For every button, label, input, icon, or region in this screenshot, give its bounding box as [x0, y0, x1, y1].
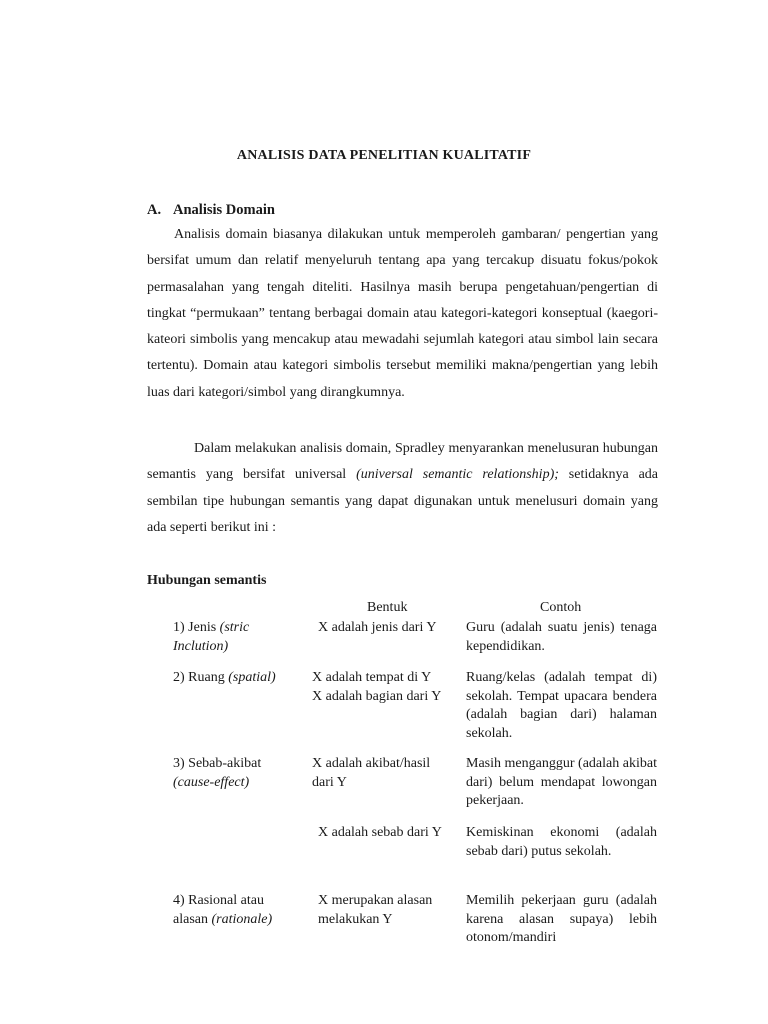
- relation-form-cell: X merupakan alasan melakukan Y: [318, 893, 433, 927]
- column-header-bentuk: Bentuk: [367, 600, 408, 615]
- relation-example-cell: Kemiskinan ekonomi (adalah sebab dari) putus sekolah.: [466, 825, 657, 859]
- relation-type-cell: [173, 892, 293, 929]
- section-heading: [147, 202, 275, 219]
- relation-type-cell: [173, 619, 301, 656]
- paragraph-italic-term: (universal semantic relationship);: [356, 467, 559, 483]
- relation-example-cell: Guru (adalah suatu jenis) tenaga kependidikan.: [466, 620, 657, 654]
- relation-type-english: (stric Inclution): [173, 620, 250, 654]
- relation-form: X adalah bagian dari Y: [312, 688, 442, 704]
- relation-example-cell: Memilih pekerjaan guru (adalah karena alasan supaya) lebih otonom/mandiri: [466, 893, 657, 945]
- paragraph-text: Dalam melakukan analisis domain, Spradley menyarankan menelusuran hubungan semantis yang bersifat universal: [147, 441, 658, 483]
- relation-type-cell: [173, 755, 301, 792]
- relation-form-cell: X adalah sebab dari Y: [318, 825, 442, 840]
- relation-type: 1) Jenis: [173, 620, 220, 635]
- paragraph-analisis-domain: Analisis domain biasanya dilakukan untuk memperoleh gambaran/ pengertian yang bersifat umum dan relatif menyeluruh tentang apa yang tercakup disuatu fokus/pokok permasalahan yang tengah diteliti. Hasilnya masih berupa pengetahuan/pengertian di tingkat “permukaan” tentang berbagai domain atau kategori-kategori konseptual (kaegori-kateori simbolis yang mencakup atau mewadahi sejumlah kategori atau simbol lain secara tertentu). Domain atau kategori simbolis tersebut memiliki makna/pengertian yang lebih luas dari kategori/simbol yang dirangkumnya.: [147, 227, 658, 400]
- relation-type: 3) Sebab-akibat: [173, 756, 262, 771]
- section-number: A.: [147, 202, 162, 218]
- document-title: ANALISIS DATA PENELITIAN KUALITATIF: [236, 148, 532, 163]
- relation-type-cell: [173, 669, 301, 688]
- relation-form-cell: [312, 669, 457, 706]
- table-heading: Hubungan semantis: [147, 573, 267, 588]
- paragraph-text: setidaknya ada sembilan tipe hubungan semantis yang dapat digunakan untuk menelusuri domain yang ada seperti berikut ini :: [147, 467, 658, 535]
- relation-type: 2) Ruang: [173, 670, 229, 685]
- relation-form: X adalah tempat di Y: [312, 670, 432, 685]
- relation-form-cell: X adalah akibat/hasil dari Y: [312, 756, 431, 790]
- relation-example-cell: Masih menganggur (adalah akibat dari) belum mendapat lowongan pekerjaan.: [466, 756, 657, 808]
- relation-type: 4) Rasional atau alasan: [173, 893, 264, 927]
- section-label: Analisis Domain: [173, 202, 275, 218]
- relation-example-cell: Ruang/kelas (adalah tempat di) sekolah. Tempat upacara bendera (adalah bagian dari) halaman sekolah.: [466, 670, 657, 741]
- paragraph-spradley: [147, 436, 658, 541]
- relation-type-english: (cause-effect): [173, 774, 250, 790]
- relation-type-english: (spatial): [228, 670, 276, 685]
- relation-type-english: (rationale): [211, 911, 273, 927]
- relation-form-cell: X adalah jenis dari Y: [318, 620, 437, 635]
- column-header-contoh: Contoh: [540, 600, 582, 615]
